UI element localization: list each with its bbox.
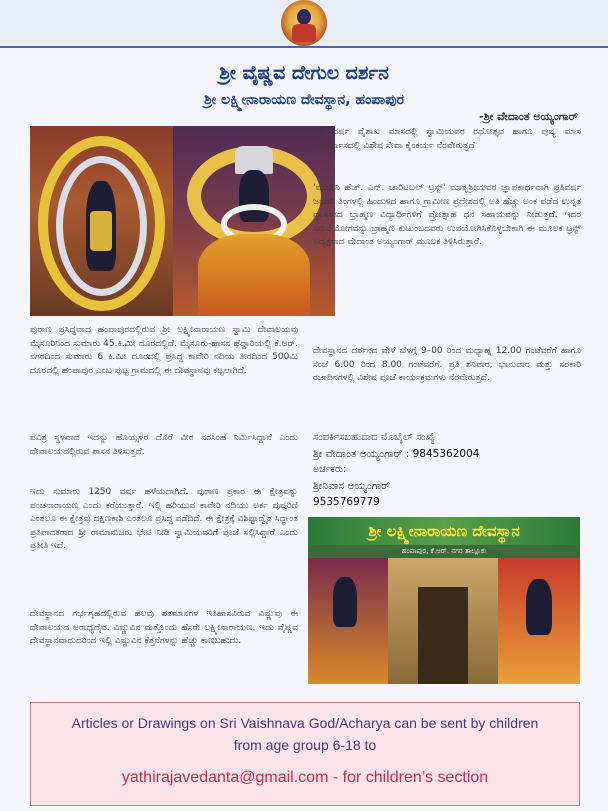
page-title: ಶ್ರೀ ವೈಷ್ಣವ ದೇಗುಲ ದರ್ಶನ <box>219 62 389 84</box>
deity-face-icon <box>297 9 311 25</box>
submission-notice <box>30 702 580 806</box>
page-subtitle: ಶ್ರೀ ಲಕ್ಷ್ಮೀನಾರಾಯಣ ದೇವಸ್ಥಾನ, ಹಂಪಾಪುರ <box>203 92 405 108</box>
contact-phone: 9535769779 <box>313 496 380 508</box>
contact-heading: ಸಂಪರ್ಕಿಸಬಹುದಾದ ಮೊಬೈಲ್ ಸಂಖ್ಯೆ <box>313 432 435 443</box>
contact-name: ಶ್ರೀನಿವಾಸ ಅಯ್ಯಂಗಾರ್ <box>313 480 391 492</box>
left-paragraph-1: ಪುರಾಣ ಪ್ರಸಿದ್ಧವಾದ ಹಂಪಾಪುರದಲ್ಲಿರುವ ಶ್ರೀ ಲಕ್ಷ್ಮೀನಾರಾಯಣ ಸ್ವಾಮಿ ದೇವಾಲಯವು ಮೈಸೂರಿನಿಂದ ಸುಮಾರು 45.ಕಿ.ಮೀ ದೂರದಲ್ಲಿದೆ. ಮೈಸೂರು-ಹಾಸನ ಹೆದ್ದಾರಿಯಲ್ಲಿ ಕೆ.ಆರ್. ನಗರದಿಂದ ಸುಮಾರು 6 ಕಿ.ಮೀ ದೂರದಲ್ಲಿ ಪ್ರಸಿದ್ಧ ಕಾವೇರಿ ನದಿಯ ತೀರದಿಂದ 500ಮಿ ದೂರದಲ್ಲಿ ಹಂಪಾಪುರ ಎಂಬ ಪುಟ್ಟ ಗ್ರಾಮದಲ್ಲಿ ಈ ದೇವಸ್ಥಾನವು ಕಟ್ಟಲಾಗಿದೆ. <box>30 325 298 376</box>
right-paragraph-2: 'ವಾತಲಿನಿ ಹೆಚ್. ಎನ್. ಚಾರಿಟಬಲ್ ಟ್ರಸ್ಟ್' ಮಾತೃಶ್ರೀಯವರ ಜ್ಞಾಪಕಾರ್ಥವಾಗಿ ಪ್ರತಿವರ್ಷ ಜನವರಿ ತಿಂಗಳಲ್ಲಿ ಹಿಂದುಳಿದ ಹಾಗೂ ಗ್ರಾಮೀಣ ಪ್ರದೇಶದಲ್ಲಿ ಅತಿ ಹೆಚ್ಚು ಅಂಕ ಪಡೆದ ಉನ್ನತ ವ್ಯಾಸಂಗದ ಬ್ರಾಹ್ಮಣ ವಿದ್ಯಾರ್ಥಿಗಳಿಗೆ ಪ್ರೋತ್ಸಾಹ ಧನ ಸಹಾಯವನ್ನು ನೀಡುತ್ತದೆ. ಇದರ ಸದುಪಯೋಗವನ್ನು ಬ್ರಾಹ್ಮಣ ಕುಟುಂಬದವರು ಉಪಯೋಗಿಸಿಕೊಳ್ಳಬೇಕಾಗಿ ಈ ಮೂಲಕ ಟ್ರಸ್ಟ್ ಅಧ್ಯಕ್ಷರಾದ ವೇದಾಂತ ಅಯ್ಯಂಗಾರ್ ಮೂಲಕ ತಿಳಿಸಿರುತ್ತಾರೆ. <box>313 183 581 247</box>
notice-line-2: from age group 6-18 to <box>233 737 377 753</box>
contact-line-1: ಶ್ರೀ ವೇದಾಂತ ಅಯ್ಯಂಗಾರ್ : 9845362004 <box>313 448 480 460</box>
deity-photo-left <box>30 126 173 316</box>
temple-banner-photo <box>308 517 580 684</box>
left-paragraph-4: ದೇವಸ್ಥಾನದ ಗರ್ಭಗೃಹದಲ್ಲಿರುವ ಹಲವು ಶತಮಾನಗಳ ಇತಿಹಾಸವಿರುವ ವಿಷ್ಣುವು ಈ ದೇವಾಲಯದ ಆರಾಧ್ಯದೈವ. ವಿಷ್ಣುವಿನ ಮತ್ತೊಂದು ಹೆಸರೇ ಲಕ್ಷ್ಮೀನಾರಾಯಣ. ಇದು ವೈಷ್ಣವ ದೇವಸ್ಥಾನವಾದುದರಿಂದ ಇಲ್ಲಿ ವಿಷ್ಣುವಿನ ಕೆತ್ತನೆಗಳನ್ನು ಹೆಚ್ಚು ಕಾಣಬಹುದು. <box>30 609 298 646</box>
notice-email-link[interactable]: yathirajavedanta@gmail.com - for children’s section <box>121 769 489 786</box>
right-paragraph-1: ಪ್ರತಿ ವರ್ಷ ವೈಶಾಖ ಮಾಸದಲ್ಲಿ ಸ್ವಾಮಿಯವರ ರಥೋತ್ಸವ ಹಾಗೂ ಪುಷ್ಯ ಮಾಸ ಧನುರ್ಮಾಸದಲ್ಲಿ ವಿಶೇಷ ಸೇವಾ ಕೈಂಕರ್ಯ ನೆರವೇರುತ್ತದೆ <box>313 127 581 151</box>
right-paragraph-3: ದೇವಸ್ಥಾನದ ದರ್ಶನದ ವೇಳೆ ಬೆಳಗ್ಗೆ 9–00 ರಿಂದ ಮಧ್ಯಾಹ್ನ 12.00 ಗಂಟೆವರೆಗೆ ಹಾಗೂ ಸಂಜೆ 6.00 ರಿಂದ 8.00 ಗಂಟೆವರೆಗೆ. ಪ್ರತಿ ಶನಿವಾರ, ಭಾನುವಾರ ಮತ್ತು ಸರಕಾರಿ ರಜಾದಿನಗಳಲ್ಲಿ ವಿಶೇಷ ಪೂಜೆ ಕಾರ್ಯಕ್ರಮಗಳು ನೆರವೇರುತ್ತದೆ. <box>313 346 581 383</box>
notice-line-1: Articles or Drawings on Sri Vaishnava God/Acharya can be sent by children <box>71 715 539 731</box>
author-credit: -ಶ್ರೀ ವೇದಾಂತ ಅಯ್ಯಂಗಾರ್ <box>479 110 578 123</box>
left-paragraph-3: ಇದು ಸುಮಾರು 1250 ವರ್ಷ ಹಳೆಯದಾಗಿದೆ. ಪುರಾಣ ಪ್ರಕಾರ ಈ ಕ್ಷೇತ್ರವನ್ನು ಪಂಚನಾರಾಯಣ ಎಂದು ಕರೆಯುತ್ತಾರೆ. ಇಲ್ಲಿ ಹರಿಯುವ ಕಾವೇರಿ ನದಿಯು ಅರ್ಕ ಪುಷ್ಕರಿಣಿ ಎಂತಲೂ ಈ ಕ್ಷೇತ್ರವು ದಕ್ಷಿಣಕಾಶಿ ಎಂತಲೂ ಪ್ರಸಿದ್ಧ ಪಡೆದಿದೆ. ಈ ಕ್ಷೇತ್ರಕ್ಕೆ ವಿಶಿಷ್ಟಾದ್ವೈತ ಸಿದ್ಧಾಂತ ಪ್ರತಿಪಾದಕರಾದ ಶ್ರೀ ರಾಮಾನುಜರು ಭೇಟಿ ನೀಡಿ ಸ್ವಾಮಿಯವರಿಗೆ ಪೂಜೆ ಸಲ್ಲಿಸಿದ್ದಾರೆ ಎಂದು ಪ್ರತೀತಿ ಇದೆ. <box>30 487 298 551</box>
logo-emblem <box>281 0 327 46</box>
banner-title: ಶ್ರೀ ಲಕ್ಷ್ಮೀನಾರಾಯಣ ದೇವಸ್ಥಾನ <box>308 517 580 545</box>
deity-photo-right <box>173 126 335 316</box>
contact-role: ಅರ್ಚಕರು: <box>313 464 347 475</box>
banner-subtitle: ಹಂಪಾಪುರ, ಕೆ.ಆರ್. ನಗರ ತಾಲ್ಲೂಕು <box>308 545 580 558</box>
header-divider <box>0 46 608 48</box>
deity-body-icon <box>292 24 316 42</box>
left-paragraph-2: ಪವಿತ್ರ ಸ್ಥಳವಾದ ಇದನ್ನು ಹೊಯ್ಸಳರ ದೊರೆ ವೀರ ನರಸಿಂಹ ನಿರ್ಮಿಸಿದ್ದಾನೆ ಎಂದು ದೇವಾಲಯದಲ್ಲಿರುವ ಶಾಸನ ತಿಳಿಸುತ್ತದೆ. <box>30 433 298 457</box>
